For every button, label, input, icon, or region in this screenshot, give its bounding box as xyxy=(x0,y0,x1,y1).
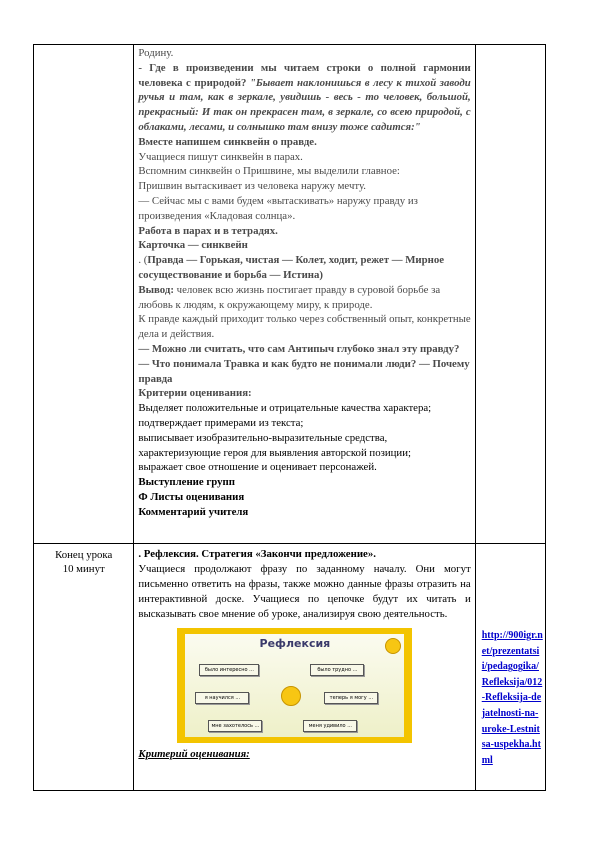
cinquain-heading: Вместе напишем синквейн о правде. xyxy=(138,135,317,148)
stage-cell-empty xyxy=(34,45,134,544)
table-row xyxy=(34,544,546,791)
cinquain-example: . (Правда — Горькая, чистая — Колет, ходит, режет — Мирное сосуществование и борьба — Истина) xyxy=(138,254,445,281)
content-cell xyxy=(134,45,475,544)
text-line: Пришвин вытаскивает из человека наружу мечту. xyxy=(138,180,366,193)
phrase-box: мне захотелось ... xyxy=(208,720,262,732)
stage-duration: 10 минут xyxy=(62,563,105,575)
teacher-comment: Комментарий учителя xyxy=(138,505,249,518)
resource-link[interactable]: http://900igr.net/prezentatsii/pedagogika/Refleksija/012-Refleksija-dejatelnosti-na-uroke-Lestnitsa-uspekha.html xyxy=(481,630,543,766)
reflection-image-title: Рефлексия xyxy=(259,637,331,650)
criterion-item: выражает свое отношение и оценивает персонажей. xyxy=(138,461,377,474)
reflection-image xyxy=(177,628,412,743)
criteria-footer: Критерий оценивания: xyxy=(138,748,250,760)
text-line: Родину. xyxy=(138,47,174,59)
phrase-box: было интересно ... xyxy=(199,664,259,676)
text-line: К правде каждый приходит только через собственный опыт, конкретные дела и действия. xyxy=(138,313,471,341)
resources-cell-empty xyxy=(475,45,545,544)
phrase-box: я научился ... xyxy=(195,692,249,704)
phrase-box: было трудно ... xyxy=(310,664,364,676)
question-harmony: - Где в произведении мы читаем строки о полной гармонии человека с природой? "Бывает наклонишься в лесу к тихой заводи ручья и там, как в зеркале, увидишь - весь - то человек, большой, прекрасный: И так он прекрасен там, в зеркале, со всею природой, с облаками, лесами, и солнышко там внизу тоже садится:" xyxy=(138,61,471,133)
phrase-box: меня удивило ... xyxy=(303,720,357,732)
pairs-work-heading: Работа в парах и в тетрадях. xyxy=(138,224,278,237)
table-row xyxy=(34,45,546,544)
card-heading: Карточка — синквейн xyxy=(138,239,248,252)
reflection-heading: . Рефлексия. Стратегия «Закончи предложение». xyxy=(138,548,376,560)
questions-truth: — Можно ли считать, что сам Антипыч глубоко знал эту правду? — Что понимала Травка и как будто не понимали люди? — Почему правда xyxy=(138,342,470,385)
text-line: — Сейчас мы с вами будем «вытаскивать» наружу правду из произведения «Кладовая солнца». xyxy=(138,194,418,222)
stage-cell xyxy=(34,544,134,791)
groups-presentation: Выступление групп xyxy=(138,476,235,489)
assessment-sheets: Ф Листы оценивания xyxy=(138,490,245,503)
smiley-icon xyxy=(281,686,301,706)
criterion-item: выписывает изобразительно-выразительные средства, характеризующие героя для выявления авторской позиции; xyxy=(138,431,411,459)
smiley-icon xyxy=(385,638,401,654)
text-line: Учащиеся пишут синквейн в парах. xyxy=(138,150,303,163)
conclusion: Вывод: человек всю жизнь постигает правду в суровой борьбе за любовь к людям, к окружающему миру, к природе. xyxy=(138,283,441,311)
reflection-text: Учащиеся продолжают фразу по заданному началу. Они могут письменно ответить на фразы, также можно данные фразы отразить на интерактивной доске. Учащиеся по цепочке будут их читать и высказывать свое мнение об уроке, анализируя свою деятельность. xyxy=(138,563,471,620)
text-line: Вспомним синквейн о Пришвине, мы выделили главное: xyxy=(138,165,400,178)
phrase-box: теперь я могу ... xyxy=(324,692,378,704)
criterion-item: Выделяет положительные и отрицательные качества характера; xyxy=(138,402,432,415)
lesson-plan-table xyxy=(33,44,546,791)
resources-cell xyxy=(475,544,545,791)
criteria-heading: Критерии оценивания: xyxy=(138,387,252,400)
content-cell xyxy=(134,544,475,791)
criterion-item: подтверждает примерами из текста; xyxy=(138,416,304,429)
stage-label: Конец урока xyxy=(55,549,113,561)
